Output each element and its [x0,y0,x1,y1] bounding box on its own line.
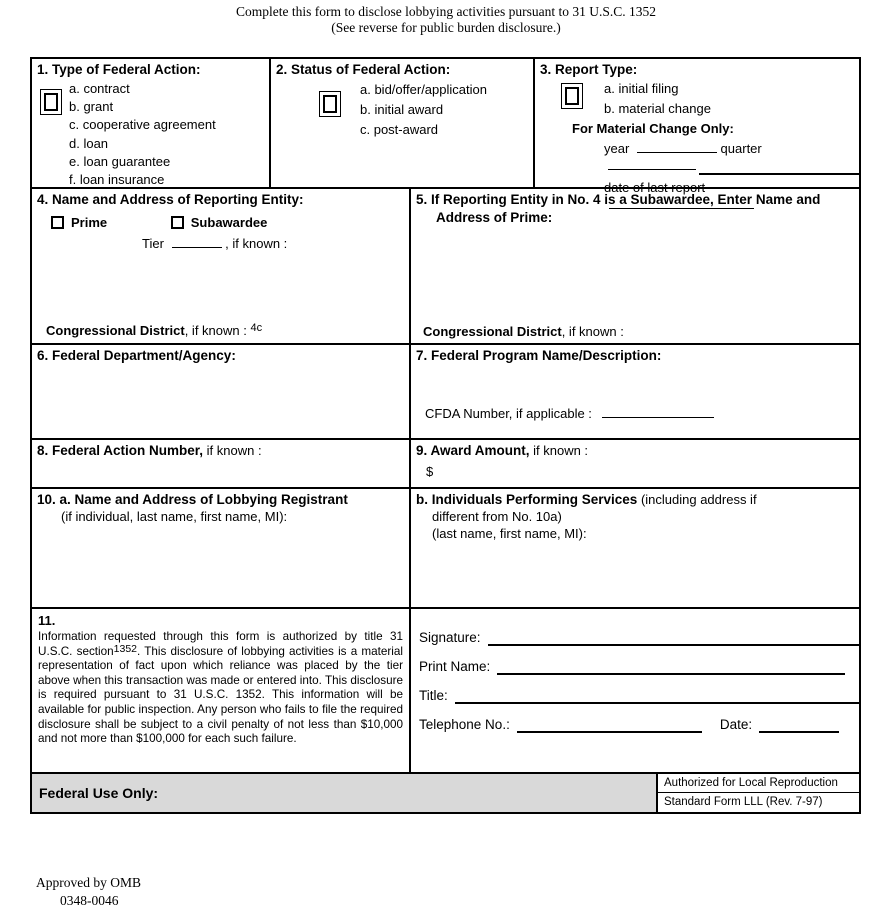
option-initial-filing: a. initial filing [604,81,679,96]
year-label: year [604,141,630,156]
last-report-label: date of last report [604,180,706,195]
print-name-line[interactable] [497,659,845,675]
section-6-federal-department-agency [32,345,409,438]
section-10b-line2: different from No. 10a) [432,509,562,524]
section-10b-line3: (last name, first name, MI): [432,526,587,541]
section-9-suffix: if known : [529,443,589,458]
section-1-type-of-federal-action [32,59,269,187]
federal-use-only-label: Federal Use Only: [39,784,159,801]
form-row-6 [32,609,859,774]
authorized-cell [656,774,859,812]
section-7-federal-program [409,345,859,438]
section-4-title: 4. Name and Address of Reporting Entity: [37,192,304,207]
authorization-text-start: Information requested through this form is authorized by title 31 U.S.C. section [38,630,403,658]
authorization-text [38,630,403,747]
congressional-district-suffix: , if known : [184,323,247,338]
signature-row [419,617,861,646]
section-8-title: 8. Federal Action Number, [37,443,204,458]
cfda-label: CFDA Number, if applicable : [425,406,592,421]
section-9-award-amount [409,440,859,487]
option-post-award: c. post-award [360,122,439,137]
print-name-row [419,646,861,675]
section-6-title: 6. Federal Department/Agency: [37,348,236,363]
disclosure-form-table [30,57,861,814]
omb-line-1: Approved by OMB [36,875,141,890]
section-10b-suffix: (including address if [637,492,757,507]
material-change-only-title: For Material Change Only: [572,121,734,136]
report-type-checkbox[interactable] [561,83,583,109]
option-initial-award: b. initial award [360,102,444,117]
section-11-number: 11. [38,613,56,628]
entity-tier-choices [51,214,404,231]
section-8-federal-action-number [32,440,409,487]
signature-block [409,609,869,772]
telephone-date-row [419,704,861,733]
section-4-reporting-entity [32,189,409,343]
section-3-report-type [533,59,859,195]
congressional-district-label: Congressional District [423,324,562,339]
omb-approval-note [36,874,141,910]
instruction-ref-4c: 4c [250,322,263,334]
prime-checkbox[interactable] [51,216,64,229]
prime-choice [51,215,107,230]
section-9-title-line [416,442,854,459]
telephone-label: Telephone No.: [419,717,510,732]
form-row-2 [32,189,859,345]
section-2-status-of-federal-action [269,59,533,187]
cfda-blank[interactable] [602,405,714,418]
title-label: Title: [419,688,448,703]
date-label: Date: [719,717,753,732]
dollar-sign: $ [426,464,434,479]
tier-blank[interactable] [172,235,222,248]
option-loan-insurance: f. loan insurance [69,172,165,188]
report-type-options [604,79,854,119]
section-3-title: 3. Report Type: [540,62,638,77]
form-row-5 [32,489,859,609]
quarter-blank[interactable] [608,157,696,170]
subawardee-choice [171,215,268,230]
print-name-label: Print Name: [419,659,491,674]
form-row-7 [32,774,859,812]
header-line-2: (See reverse for public burden disclosure.) [331,20,561,35]
checkbox-inner-box [565,87,579,105]
form-row-1 [32,59,859,195]
authorization-text-end: . This disclosure of lobbying activities is a material representation of fact upon which reliance was placed by the tier above when this transaction was made or entered into. This disclosure is required pursuant to 31 U.S.C. 1352. This information will be available for public inspection. Any person who fails to file the required disclosure shall be subject to a civil penalty of not less than $10,000 and not more than $100,000 for each such failure. [38,644,403,746]
subawardee-checkbox[interactable] [171,216,184,229]
congressional-district-line-4 [46,322,262,341]
usc-section-ref: 1352 [113,642,138,655]
section-10a-subtitle: (if individual, last name, first name, MI): [61,509,288,524]
checkbox-inner-box [44,93,58,111]
section-8-suffix: if known : [203,443,262,458]
tier-line [142,235,404,252]
date-line[interactable] [759,717,839,733]
tier-suffix: , if known : [225,236,288,251]
authorized-reproduction-text: Authorized for Local Reproduction [658,774,859,793]
federal-action-status-checkbox[interactable] [319,91,341,117]
year-blank[interactable] [637,140,717,153]
standard-form-version-text: Standard Form LLL (Rev. 7-97) [664,796,823,808]
option-grant: b. grant [69,99,114,115]
congressional-district-label: Congressional District [46,323,185,338]
option-loan: d. loan [69,135,109,151]
checkbox-inner-box [323,95,337,113]
last-report-extra-rule [699,173,859,175]
signature-label: Signature: [419,630,481,645]
subawardee-label: Subawardee [190,215,268,230]
header-line-1: Complete this form to disclose lobbying activities pursuant to 31 U.S.C. 1352 [236,4,656,19]
section-10a-lobbying-registrant [32,489,409,607]
prime-label: Prime [71,215,108,230]
cfda-line [425,405,714,422]
form-row-3 [32,345,859,440]
telephone-line[interactable] [517,717,702,733]
option-contract: a. contract [69,81,130,96]
option-material-change: b. material change [604,101,711,116]
option-cooperative-agreement: c. cooperative agreement [69,117,216,133]
section-10a-title: 10. a. Name and Address of Lobbying Registrant [37,492,348,507]
form-row-4 [32,440,859,489]
signature-line[interactable] [488,630,862,646]
year-quarter-line [604,140,854,174]
option-bid-offer-application: a. bid/offer/application [360,82,487,97]
section-10b-title-line [416,491,854,508]
section-5-title: 5. If Reporting Entity in No. 4 is a Subawardee, Enter Name and Address of Prime: [416,192,821,225]
quarter-label: quarter [720,141,762,156]
section-2-title: 2. Status of Federal Action: [276,62,451,77]
federal-action-type-checkbox[interactable] [40,89,62,115]
federal-action-status-options [360,80,528,140]
congressional-district-line-5 [423,323,624,340]
tier-label: Tier [142,236,164,251]
congressional-district-suffix: , if known : [561,324,624,339]
federal-use-cell [32,774,656,812]
form-instructions-header [0,4,892,36]
option-loan-guarantee: e. loan guarantee [69,153,171,169]
section-5-prime-name-address [409,189,859,343]
section-10b-title: b. Individuals Performing Services [416,492,638,507]
section-11-authorization [32,609,409,772]
section-10b-individuals-performing-services [409,489,859,607]
title-line[interactable] [455,688,861,704]
section-7-title: 7. Federal Program Name/Description: [416,348,662,363]
omb-number: 0348-0046 [60,893,119,908]
section-1-title: 1. Type of Federal Action: [37,62,201,77]
section-9-title: 9. Award Amount, [416,443,530,458]
title-row [419,675,861,704]
federal-action-options [69,80,264,189]
